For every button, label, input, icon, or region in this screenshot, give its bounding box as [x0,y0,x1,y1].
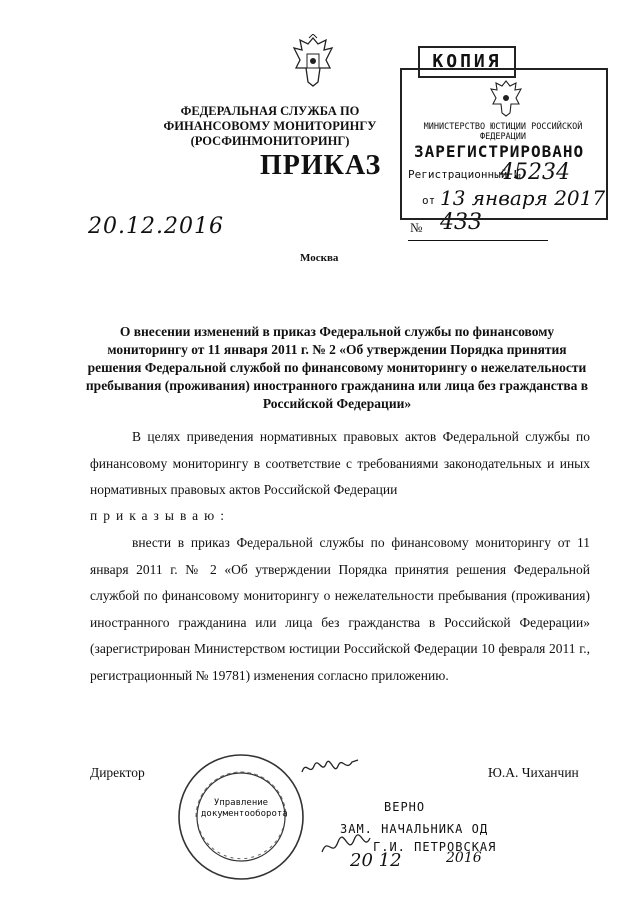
order-number: 433 [440,210,482,235]
ministry-name: МИНИСТЕРСТВО ЮСТИЦИИ РОССИЙСКОЙ ФЕДЕРАЦИИ [423,122,583,142]
ministry-emblem-icon [488,78,524,118]
true-copy-name: Г.И. ПЕТРОВСКАЯ [373,840,497,854]
registration-number: 45234 [500,160,570,185]
agency-name [130,104,410,149]
true-copy-label: ВЕРНО [384,800,426,814]
seal-inner-text: Управление документооборота [201,798,288,819]
agency-line-1: ФЕДЕРАЛЬНАЯ СЛУЖБА ПО ФИНАНСОВОМУ МОНИТОРИНГУ [163,104,377,133]
registered-label: ЗАРЕГИСТРИРОВАНО [414,142,585,161]
order-word: приказываю: [90,508,230,523]
true-copy-position: ЗАМ. НАЧАЛЬНИКА ОД [340,822,489,836]
signatory-name: Ю.А. Чиханчин [488,765,579,780]
registration-date-label: от [422,194,436,207]
coat-of-arms-icon [290,34,336,90]
agency-line-2: (РОСФИНМОНИТОРИНГ) [190,134,350,148]
preamble-paragraph: В целях приведения нормативных правовых актов Федеральной службы по финансовому мониторингу в соответствие с требованиями законодательных и иных нормативных правовых актов Российской Федерации [90,429,590,497]
director-signature-icon [300,754,360,780]
order-date: 20.12.2016 [88,214,224,239]
order-paragraph: внести в приказ Федеральной службы по финансовому мониторингу от 11 января 2011 г. № 2 «Об утверждении Порядка принятия решения Федеральной службой по финансовому мониторингу о нежелательности пребывания (проживания) иностранного гражданина или лица без гражданства в Российской Федерации» (зарегистрирован Министерством юстиции Российской Федерации 10 февраля 2011 г., регистрационный № 19781) изменения согласно приложению. [90,535,590,683]
number-sign: № [410,220,423,235]
registration-date: 13 января 2017 [440,186,606,210]
signatory-position: Директор [90,765,145,780]
copy-stamp: КОПИЯ [418,46,516,78]
city: Москва [300,252,339,264]
document-type: ПРИКАЗ [260,150,382,181]
true-copy-signature-icon [318,832,374,860]
order-title: О внесении изменений в приказ Федеральной службы по финансовому мониторингу от 11 января 2011 г. № 2 «Об утверждении Порядка принятия решения Федеральной службой по финансовому мониторингу о нежелательности пребывания (проживания) иностранного гражданина или лица без гражданства в Российской Федерации» [85,324,589,411]
registration-number-label: Регистрационный № [408,168,521,181]
true-copy-year: 2016 [446,850,482,866]
true-copy-date: 20 12 [350,850,402,871]
